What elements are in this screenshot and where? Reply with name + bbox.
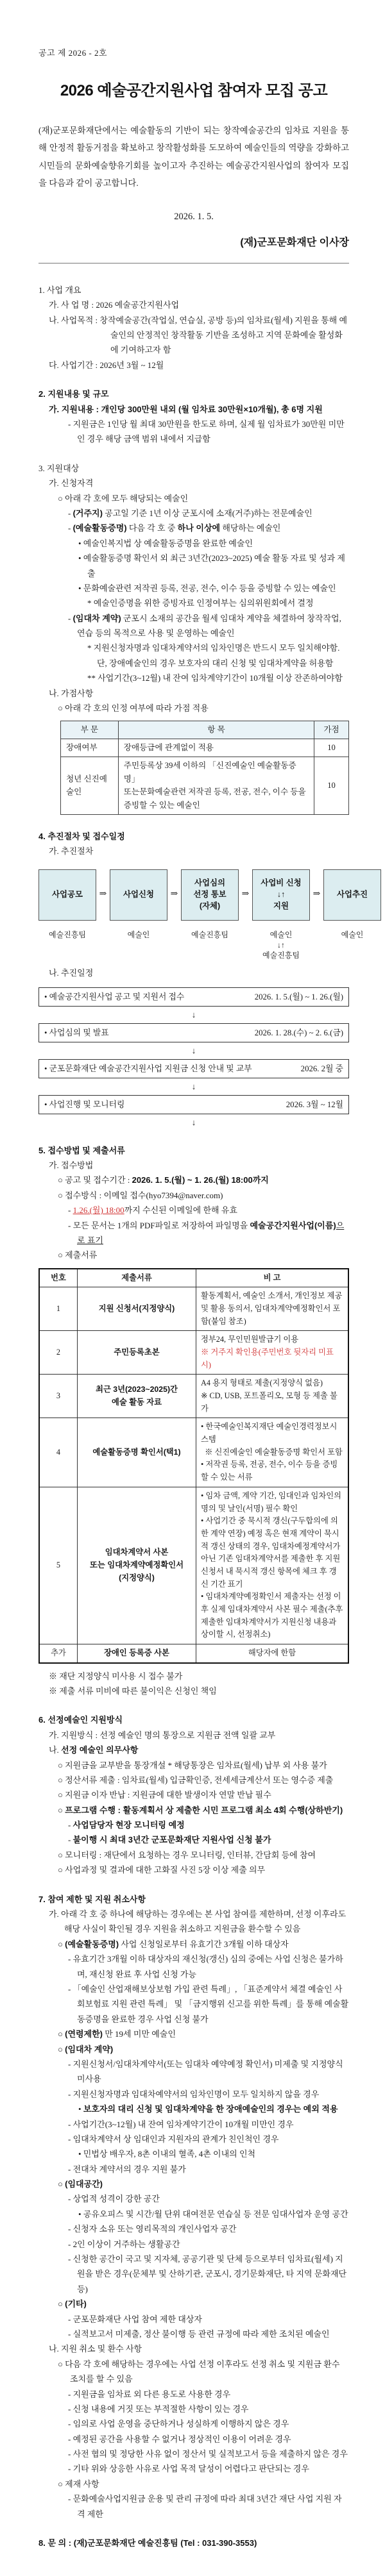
text-segment: 선정 예술인 의무사항: [61, 1745, 139, 1755]
doc-line: [38, 2341, 349, 2356]
text-segment: -: [68, 1205, 73, 1216]
text-segment: A4 용지 형태로 제출(지정양식 없음): [201, 1378, 323, 1388]
doc-line: [38, 297, 349, 312]
text-segment: ○: [58, 2299, 65, 2309]
doc-line: [38, 1952, 349, 1982]
text-segment: ○ 아래 각 호의 인정 여부에 따라 가점 적용: [58, 703, 209, 714]
table-cell: 최근 3년(2023~2025)간 예술 활동 자료: [78, 1375, 196, 1418]
text-segment: - 사전 협의 및 정당한 사유 없이 정산서 및 실적보고서 등을 제출하지 않은 경우: [68, 2449, 348, 2459]
text-segment: - 문화예술사업지원금 운용 및 관리 규정에 따라 최대 3년간 재단 사업 지원 자격 제한: [68, 2494, 342, 2519]
flow-step-actor: 예술인: [341, 930, 364, 939]
text-segment: ○ 공고 및 접수기간 :: [58, 1175, 132, 1185]
flow-step: 사업심의 선정 통보 (자체): [181, 869, 239, 921]
text-segment: • 민법상 배우자, 8촌 이내의 혈족, 4촌 이내의 인척: [78, 2149, 256, 2159]
text-segment: ○ 모니터링 : 재단에서 요청하는 경우 모니터링, 인터뷰, 간담회 등에 참여: [58, 1850, 316, 1860]
text-segment: - 예정된 공간을 사용할 수 없거나 정상적인 이용이 어려운 경우: [68, 2434, 291, 2444]
doc-line: [38, 358, 349, 372]
doc-line: [38, 2252, 349, 2296]
text-segment: - 신청자 소유 또는 영리목적의 개인사업자 공간: [68, 2224, 237, 2234]
text-segment: ○: [58, 1939, 65, 1949]
text-segment: • 예술활동증명 확인서 외 최근 3년간(2023~2025) 예술 활동 자료 및 성과 제출: [78, 553, 345, 578]
table-header-cell: 번호: [39, 1269, 78, 1287]
text-segment: • 저작권 등록, 전공, 전수, 이수 등을 증빙할 수 있는 서류: [201, 1460, 338, 1482]
down-arrow-icon: ↓: [191, 1082, 196, 1092]
table-cell: 장애여부: [61, 739, 119, 757]
timeline-step-date: 2026. 2월 중: [300, 1064, 343, 1073]
doc-line: [38, 2461, 349, 2476]
text-segment: -: [68, 1820, 73, 1830]
doc-line: [38, 1982, 349, 2027]
text-segment: 가. 접수방법: [49, 1160, 94, 1171]
doc-line: [38, 1248, 349, 1262]
table-cell: 1: [39, 1287, 78, 1331]
text-segment: - 임의로 사업 운영을 중단하거나 성실하게 이행하지 않은 경우: [68, 2419, 289, 2429]
doc-line: [38, 521, 349, 535]
text-segment: • 임차 금액, 계약 기간, 임대인과 임차인의 명의 및 날인(서명) 필수 확인: [201, 1491, 341, 1513]
doc-line: [38, 283, 349, 297]
doc-line: [38, 1712, 349, 1727]
doc-line: [38, 1728, 349, 1743]
doc-line: [38, 2416, 349, 2431]
doc-line: [38, 671, 349, 685]
text-segment: - 군포문화재단 사업 참여 제한 대상자: [68, 2314, 202, 2324]
doc-line: [38, 1803, 349, 1818]
text-segment: - 모든 문서는 1개의 PDF파일로 저장하여 파일명을: [68, 1220, 250, 1230]
table-cell: [196, 1287, 349, 1331]
text-segment: - 기타 위와 상응한 사유로 사업 목적 달성이 어렵다고 판단되는 경우: [68, 2464, 309, 2474]
doc-line: [38, 1907, 349, 1937]
text-segment: • 한국예술인복지재단 예술인경력정보시스템: [201, 1422, 338, 1444]
table-cell: 주민등록초본: [78, 1331, 196, 1375]
text-segment: 사업 신청일로부터 유효기간 3개월 이하 대상자: [119, 1939, 289, 1949]
text-segment: 4. 추진절차 및 접수일정: [38, 832, 125, 842]
flow-step: 사업비 신청 ↓↑ 지원: [252, 869, 310, 921]
doc-line: [38, 1862, 349, 1877]
text-segment: ※ 재단 지정양식 미사용 시 접수 불가: [49, 1671, 183, 1681]
doc-line: [38, 2237, 349, 2252]
text-segment: (임대차 계약): [73, 613, 121, 623]
text-segment: 7. 참여 제한 및 지원 취소사항: [38, 1894, 146, 1904]
text-segment: 정부24, 무인민원발급기 이용: [201, 1335, 299, 1344]
text-segment: • 사업기간 중 묵시적 갱신(구두합의에 의한 계약 연장) 예정 혹은 현재 계약이 묵시적 갱신 상태의 경우, 임대차예정계약서가 아닌 기존 임대차계약서를 제출한 후 지원신청서 내 묵시적 갱신 항목에 체크 후 갱신 기간 표기: [201, 1516, 341, 1589]
text-segment: 6. 선정예술인 지원방식: [38, 1715, 123, 1725]
text-segment: 예술공간지원사업(이름): [250, 1220, 336, 1230]
text-segment: ** 사업기간(3~12월) 내 잔여 임차계약기간이 10개월 이상 잔존하여야함: [87, 673, 343, 683]
text-segment: 1. 사업 개요: [38, 285, 81, 295]
text-segment: ○: [58, 2179, 65, 2189]
text-segment: 가. 지원방식 : 선정 예술인 명의 통장으로 지원금 전액 일괄 교부: [49, 1730, 276, 1740]
doc-line: [38, 1203, 349, 1217]
flow-step-actor: 예술인: [127, 930, 150, 939]
table-header-cell: 비 고: [196, 1269, 349, 1287]
text-segment: - 실적보고서 미제출, 정산 불이행 등 관련 규정에 따라 제한 조치된 예술인: [68, 2329, 330, 2339]
timeline-step-label: • 예술공간지원사업 공고 및 지원서 접수: [44, 992, 185, 1001]
doc-line: [38, 2491, 349, 2522]
text-segment: ○ 지원금을 교부받을 통장개설 * 해당통장은 임차료(월세) 납부 외 사용 불가: [58, 1760, 327, 1770]
table-cell: 10: [314, 757, 349, 814]
text-segment: • 예술인복지법 상 예술활동증명을 완료한 예술인: [78, 538, 253, 548]
doc-line: [38, 1848, 349, 1862]
doc-line: [38, 1743, 349, 1757]
flow-step-actor: 예술진흥팀: [49, 930, 86, 939]
text-segment: 5. 접수방법 및 제출서류: [38, 1145, 125, 1155]
process-flow-diagram: [38, 869, 368, 961]
text-segment: 해당자에 한함: [248, 1648, 296, 1657]
text-segment: - 임대차계약서 상 임대인과 지원자의 관계가 친인척인 경우: [68, 2134, 279, 2144]
text-segment: (기타): [65, 2299, 87, 2309]
text-segment: - 「예술인 산업재해보상보험 가입 관련 특례」, 「표준계약서 체결 예술인 사회보험료 지원 관련 특례」 및 「금지행위 신고를 위한 특례」를 통해 예술활동증명을 완료한 경우 사업 신청 불가: [68, 1984, 349, 2024]
text-segment: 2026. 1. 5.(월) ~ 1. 26.(월) 18:00까지: [132, 1175, 269, 1185]
doc-line: [38, 2027, 349, 2041]
text-segment: - 상업적 성격이 강한 공간: [68, 2194, 160, 2204]
text-segment: - 지원신청서/임대차계약서(또는 임대차 예약예정 확인서) 미제출 및 지정양식 미사용: [68, 2059, 343, 2084]
table-cell: 4: [39, 1418, 78, 1487]
bonus-points-table: [60, 721, 349, 815]
text-segment: 나.: [49, 1745, 62, 1755]
text-segment: -: [68, 508, 73, 518]
doc-line: [38, 2221, 349, 2236]
doc-line: [38, 2117, 349, 2132]
flow-step-actor: 예술진흥팀: [191, 930, 228, 939]
doc-line: [38, 581, 349, 596]
text-segment: 으로 표기: [77, 1220, 345, 1245]
doc-line: [38, 1158, 349, 1173]
text-segment: - 지원금을 임차료 외 다른 용도로 사용한 경우: [68, 2389, 231, 2399]
table-cell: [196, 1644, 349, 1662]
text-segment: 나. 가점사항: [49, 688, 94, 698]
doc-line: [38, 2146, 349, 2161]
table-cell: 3: [39, 1375, 78, 1418]
text-segment: 까지 수신된 이메일에 한해 유효: [124, 1205, 237, 1216]
doc-line: [38, 2102, 349, 2116]
doc-line: [38, 829, 349, 844]
text-segment: 1.26.(월) 18:00: [73, 1205, 124, 1216]
doc-line: [38, 2312, 349, 2327]
timeline-step-label: • 군포문화재단 예술공간지원사업 지원금 신청 안내 및 교부: [44, 1064, 252, 1073]
down-arrow-icon: ↓: [191, 1010, 196, 1020]
doc-line: [38, 844, 349, 858]
doc-line: [38, 2432, 349, 2446]
down-arrow-icon: ↓: [191, 1046, 196, 1056]
text-segment: 다. 사업기간 : 2026년 3월 ~ 12월: [49, 360, 164, 370]
text-segment: 만 19세 미만 예술인: [103, 2029, 176, 2039]
doc-line: [38, 2387, 349, 2402]
text-segment: ※ 신진예술인 예술활동증명 확인서 포함: [201, 1447, 343, 1457]
timeline-row: [38, 987, 349, 1007]
announcement-date: 2026. 1. 5.: [174, 211, 214, 222]
timeline-step-date: 2026. 1. 28.(수) ~ 2. 6.(금): [254, 1028, 343, 1037]
text-segment: 가. 지원내용 : 개인당 300만원 내외 (월 임차료 30만원×10개월), 총 6명 지원: [49, 404, 323, 414]
text-segment: 프로그램 수행 : 활동계획서 상 제출한 시민 프로그램 최소 4회 수행(상하반기): [65, 1805, 343, 1815]
table-cell: 임대차계약서 사본 또는 임대차계약예정확인서 (지정양식): [78, 1487, 196, 1644]
doc-line: [38, 476, 349, 490]
text-segment: ○: [58, 2044, 65, 2054]
text-segment: 나. 추진일정: [49, 968, 94, 978]
text-segment: 2. 지원내용 및 규모: [38, 389, 109, 399]
doc-line: [38, 1892, 349, 1907]
table-header-cell: 가점: [314, 721, 349, 739]
table-cell: 장애인 등록증 사본: [78, 1644, 196, 1662]
doc-line: [38, 640, 349, 671]
text-segment: 군포시 소재의 공간을 월세 임대차 계약을 체결하여 창작작업, 연습 등의 목적으로 사용 및 운영하는 예술인: [77, 613, 341, 639]
text-segment: ○ 제재 사항: [58, 2479, 99, 2489]
text-segment: ○ 접수방식 : 이메일 접수(hyo7394@naver.com): [58, 1190, 223, 1200]
text-segment: - 신청한 공간이 국고 및 지자체, 공공기관 및 단체 등으로부터 임차료(월세) 지원을 받은 경우(문체부 및 산하기관, 군포시, 경기문화재단, 타 지역 문화재단 등): [68, 2254, 347, 2294]
text-segment: ○ 아래 각 호에 모두 해당되는 예술인: [58, 493, 189, 503]
document-body: [38, 283, 368, 2551]
text-segment: ○ 지원금 이자 반납 : 지원금에 대한 발생이자 연말 반납 필수: [58, 1790, 271, 1800]
submission-documents-table: [38, 1268, 349, 1664]
text-segment: - 2인 이상이 거주하는 생활공간: [68, 2239, 180, 2249]
doc-line: [38, 313, 349, 358]
doc-line: [38, 1773, 349, 1787]
text-segment: (거주지): [73, 508, 103, 518]
flow-arrow-icon: ⇒: [312, 889, 321, 899]
doc-line: [38, 506, 349, 521]
table-header-cell: 제출서류: [78, 1269, 196, 1287]
doc-line: [38, 2087, 349, 2102]
doc-line: [38, 2162, 349, 2177]
text-segment: - 지원신청자명과 임대차예약서의 임차인명이 모두 일치하지 않을 경우: [68, 2089, 320, 2099]
doc-line: [38, 2446, 349, 2461]
flow-step: 사업공모: [38, 869, 96, 921]
doc-line: [38, 701, 349, 715]
down-arrow-icon: ↓: [191, 1117, 196, 1128]
table-cell: [196, 1487, 349, 1644]
flow-step: 사업추진: [323, 869, 381, 921]
flow-arrow-icon: ⇒: [241, 889, 250, 899]
text-segment: (연령제한): [65, 2029, 103, 2039]
flow-step: 사업신청: [110, 869, 167, 921]
timeline-step-label: • 사업진행 및 모니터링: [44, 1100, 125, 1109]
doc-line: [38, 2327, 349, 2341]
doc-line: [38, 596, 349, 610]
doc-line: [38, 1173, 349, 1187]
flow-arrow-icon: ⇒: [170, 889, 178, 899]
table-cell: [196, 1418, 349, 1487]
schedule-timeline: [38, 987, 349, 1129]
text-segment: - 유효기간 3개월 이하 대상자의 재신청(갱신) 심의 중에는 사업 신청은 불가하며, 재신청 완료 후 사업 신청 가능: [68, 1954, 343, 1979]
text-segment: 3. 지원대상: [38, 463, 80, 473]
text-segment: 가. 추진절차: [49, 846, 94, 857]
doc-line: [38, 1787, 349, 1802]
doc-line: [38, 1143, 349, 1158]
text-segment: 사업담당자 현장 모니터링 예정: [73, 1820, 185, 1830]
text-segment: (임대공간): [65, 2179, 103, 2189]
notice-number: 공고 제 2026 - 2호: [38, 48, 108, 58]
table-cell: 지원 신청서(지정양식): [78, 1287, 196, 1331]
text-segment: ※ 거주지 확인용(주민번호 뒷자리 미표시): [201, 1348, 334, 1369]
timeline-row: [38, 1023, 349, 1042]
text-segment: 보호자의 대리 신청 및 임대차계약을 한 장애예술인의 경우는 예외 적용: [83, 2104, 338, 2114]
table-header-cell: 부 문: [61, 721, 119, 739]
doc-line: [38, 966, 349, 980]
text-segment: • 문화예술관련 저작권 등록, 전공, 전수, 이수 등을 증빙할 수 있는 예술인: [78, 583, 336, 593]
doc-line: [38, 491, 349, 506]
doc-line: [38, 417, 349, 447]
doc-line: [38, 2296, 349, 2311]
text-segment: ○: [58, 2029, 65, 2039]
text-segment: - 전대차 계약서의 경우 지원 불가: [68, 2164, 186, 2174]
doc-line: [38, 551, 349, 581]
text-segment: (예술활동증명): [73, 523, 127, 533]
text-segment: -: [68, 613, 73, 623]
text-segment: ○: [58, 1805, 65, 1815]
table-cell: 예술활동증명 확인서(택1): [78, 1418, 196, 1487]
text-segment: - 사업기간(3~12월) 내 잔여 임차계약기간이 10개월 미만인 경우: [68, 2119, 294, 2129]
text-segment: (예술활동증명): [65, 1939, 119, 1949]
issuer-signature: (재)군포문화재단 이사장: [240, 237, 349, 248]
doc-line: [38, 2191, 349, 2206]
doc-line: [38, 1188, 349, 1203]
text-segment: - 지원금은 1인당 월 최대 30만원을 한도로 하며, 실제 월 임차료가 30만원 미만인 경우 해당 금액 범위 내에서 지급함: [68, 419, 345, 444]
doc-line: [38, 2207, 349, 2221]
flow-step-actor: 예술인 ↓↑ 예술진흥팀: [262, 930, 300, 960]
text-segment: -: [68, 1835, 73, 1845]
text-segment: -: [68, 523, 73, 533]
timeline-step-date: 2026. 1. 5.(월) ~ 1. 26.(월): [254, 992, 343, 1001]
text-segment: 가. 신청자격: [49, 478, 94, 489]
table-cell: 추가: [39, 1644, 78, 1662]
doc-line: [38, 1684, 349, 1698]
doc-line: [38, 461, 349, 476]
text-segment: • 임대차계약예정확인서 제출자는 선정 이후 실제 임대차계약서 사본 필수 제출(추후 제출한 임대차계약서가 지원신청 내용과 상이할 시, 선정취소): [201, 1592, 343, 1639]
text-segment: 나. 사업목적 : 창작예술공간(작업실, 연습실, 공방 등)의 임차료(월세) 지원을 통해 예술인의 안정적인 창작활동 기반을 조성하고 지역 문화예술 활성화에 기여하고자 함: [49, 315, 348, 355]
doc-line: [38, 387, 349, 401]
text-segment: 해당하는 예술인: [220, 523, 281, 533]
text-segment: 공고일 기준 1년 이상 군포시에 소재(거주)하는 전문예술인: [102, 508, 312, 518]
text-segment: 가. 사 업 명 : 2026 예술공간지원사업: [49, 300, 180, 310]
text-segment: 8. 문 의 : (재)군포문화재단 예술진흥팀 (Tel : 031-390-3553): [38, 2538, 257, 2548]
text-segment: •: [78, 2104, 83, 2114]
table-cell: [196, 1375, 349, 1418]
table-cell: 청년 신진예술인: [61, 757, 119, 814]
doc-line: [38, 2536, 349, 2550]
text-segment: • 공유오피스 및 시간/월 단위 대여전문 연습실 등 전문 임대사업자 운영 공간: [78, 2209, 348, 2219]
doc-line: [38, 1937, 349, 1952]
text-segment: * 예술인증명을 위한 증빙자료 인정여부는 심의위원회에서 결정: [87, 598, 314, 608]
text-segment: ○ 정산서류 제출 : 임차료(월세) 입금확인증, 전세세금계산서 또는 영수증 제출: [58, 1775, 334, 1785]
doc-line: [38, 402, 349, 417]
timeline-step-date: 2026. 3월 ~ 12월: [286, 1100, 343, 1109]
text-segment: 가. 아래 각 호 중 하나에 해당하는 경우에는 본 사업 참여를 제한하며, 선정 이후라도 해당 사실이 확인될 경우 지원을 취소하고 지원금을 환수할 수 있음: [49, 1909, 346, 1934]
intro-paragraph: (재)군포문화재단에서는 예술활동의 기반이 되는 창작예술공간의 임차료 지원을 통해 안정적 활동거점을 확보하고 창작활성화를 도모하여 예술인들의 역량을 강화하고 시민들의 문화예술향유기회를 높이고자 추진하는 예술공간지원사업의 참여자 모집을 다음과 같이 공고합니다.: [38, 126, 349, 188]
table-cell: 2: [39, 1331, 78, 1375]
timeline-row: [38, 1059, 349, 1078]
doc-line: [38, 1218, 349, 1248]
table-cell: 5: [39, 1487, 78, 1644]
text-segment: 불이행 시 최대 3년간 군포문화재단 지원사업 신청 불가: [73, 1835, 271, 1845]
doc-line: [38, 2042, 349, 2057]
doc-line: [38, 2132, 349, 2146]
table-cell: 주민등록상 39세 이하의 「신진예술인 예술활동증명」 또는문화예술관련 저작권 등록, 전공, 전수, 이수 등을 증빙할 수 있는 예술인: [118, 757, 314, 814]
text-segment: ※ 제출 서류 미비에 따른 불이익은 신청인 책임: [49, 1685, 217, 1696]
text-segment: 활동계획서, 예술인 소개서, 개인정보 제공 및 활용 동의서, 임대차계약예정확인서 포함(붙임 참조): [201, 1291, 343, 1326]
text-segment: - 신청 내용에 거짓 또는 부적절한 사항이 있는 경우: [68, 2404, 249, 2414]
timeline-row: [38, 1095, 349, 1114]
text-segment: 나. 지원 취소 및 환수 사항: [49, 2344, 142, 2354]
doc-line: [38, 2357, 349, 2387]
doc-line: [38, 1832, 349, 1847]
table-header-cell: 항 목: [118, 721, 314, 739]
text-segment: ○ 다음 각 호에 해당하는 경우에는 사업 선정 이후라도 선정 취소 및 지원금 환수 조치를 할 수 있음: [58, 2359, 340, 2384]
flow-arrow-icon: ⇒: [99, 889, 107, 899]
doc-line: [38, 2057, 349, 2087]
doc-line: [38, 536, 349, 551]
text-segment: 다음 각 호 중: [126, 523, 178, 533]
table-cell: [196, 1331, 349, 1375]
text-segment: ○ 제출서류: [58, 1250, 98, 1260]
doc-line: [38, 2402, 349, 2416]
doc-line: [38, 2177, 349, 2191]
doc-line: [38, 1818, 349, 1832]
text-segment: * 지원신청자명과 임대차계약서의 임차인명은 반드시 모두 일치해야함. 단, 장애예술인의 경우 보호자의 대리 신청 및 임대차계약을 허용함: [87, 643, 340, 668]
text-segment: 하나 이상에: [177, 523, 221, 533]
doc-line: [38, 1669, 349, 1684]
doc-line: [38, 2477, 349, 2491]
doc-line: [38, 686, 349, 701]
page-title: 2026 예술공간지원사업 참여자 모집 공고: [60, 82, 328, 99]
table-cell: 장애등급에 관계없이 적용: [118, 739, 314, 757]
doc-line: [38, 611, 349, 641]
table-cell: 10: [314, 739, 349, 757]
text-segment: ○ 사업과정 및 결과에 대한 고화질 사진 5장 이상 제출 의무: [58, 1865, 266, 1875]
text-segment: (임대차 계약): [65, 2044, 114, 2054]
timeline-step-label: • 사업심의 및 발표: [44, 1028, 109, 1037]
doc-line: [38, 1758, 349, 1773]
text-segment: ※ CD, USB, 포트폴리오, 모형 등 제출 불가: [201, 1391, 338, 1413]
